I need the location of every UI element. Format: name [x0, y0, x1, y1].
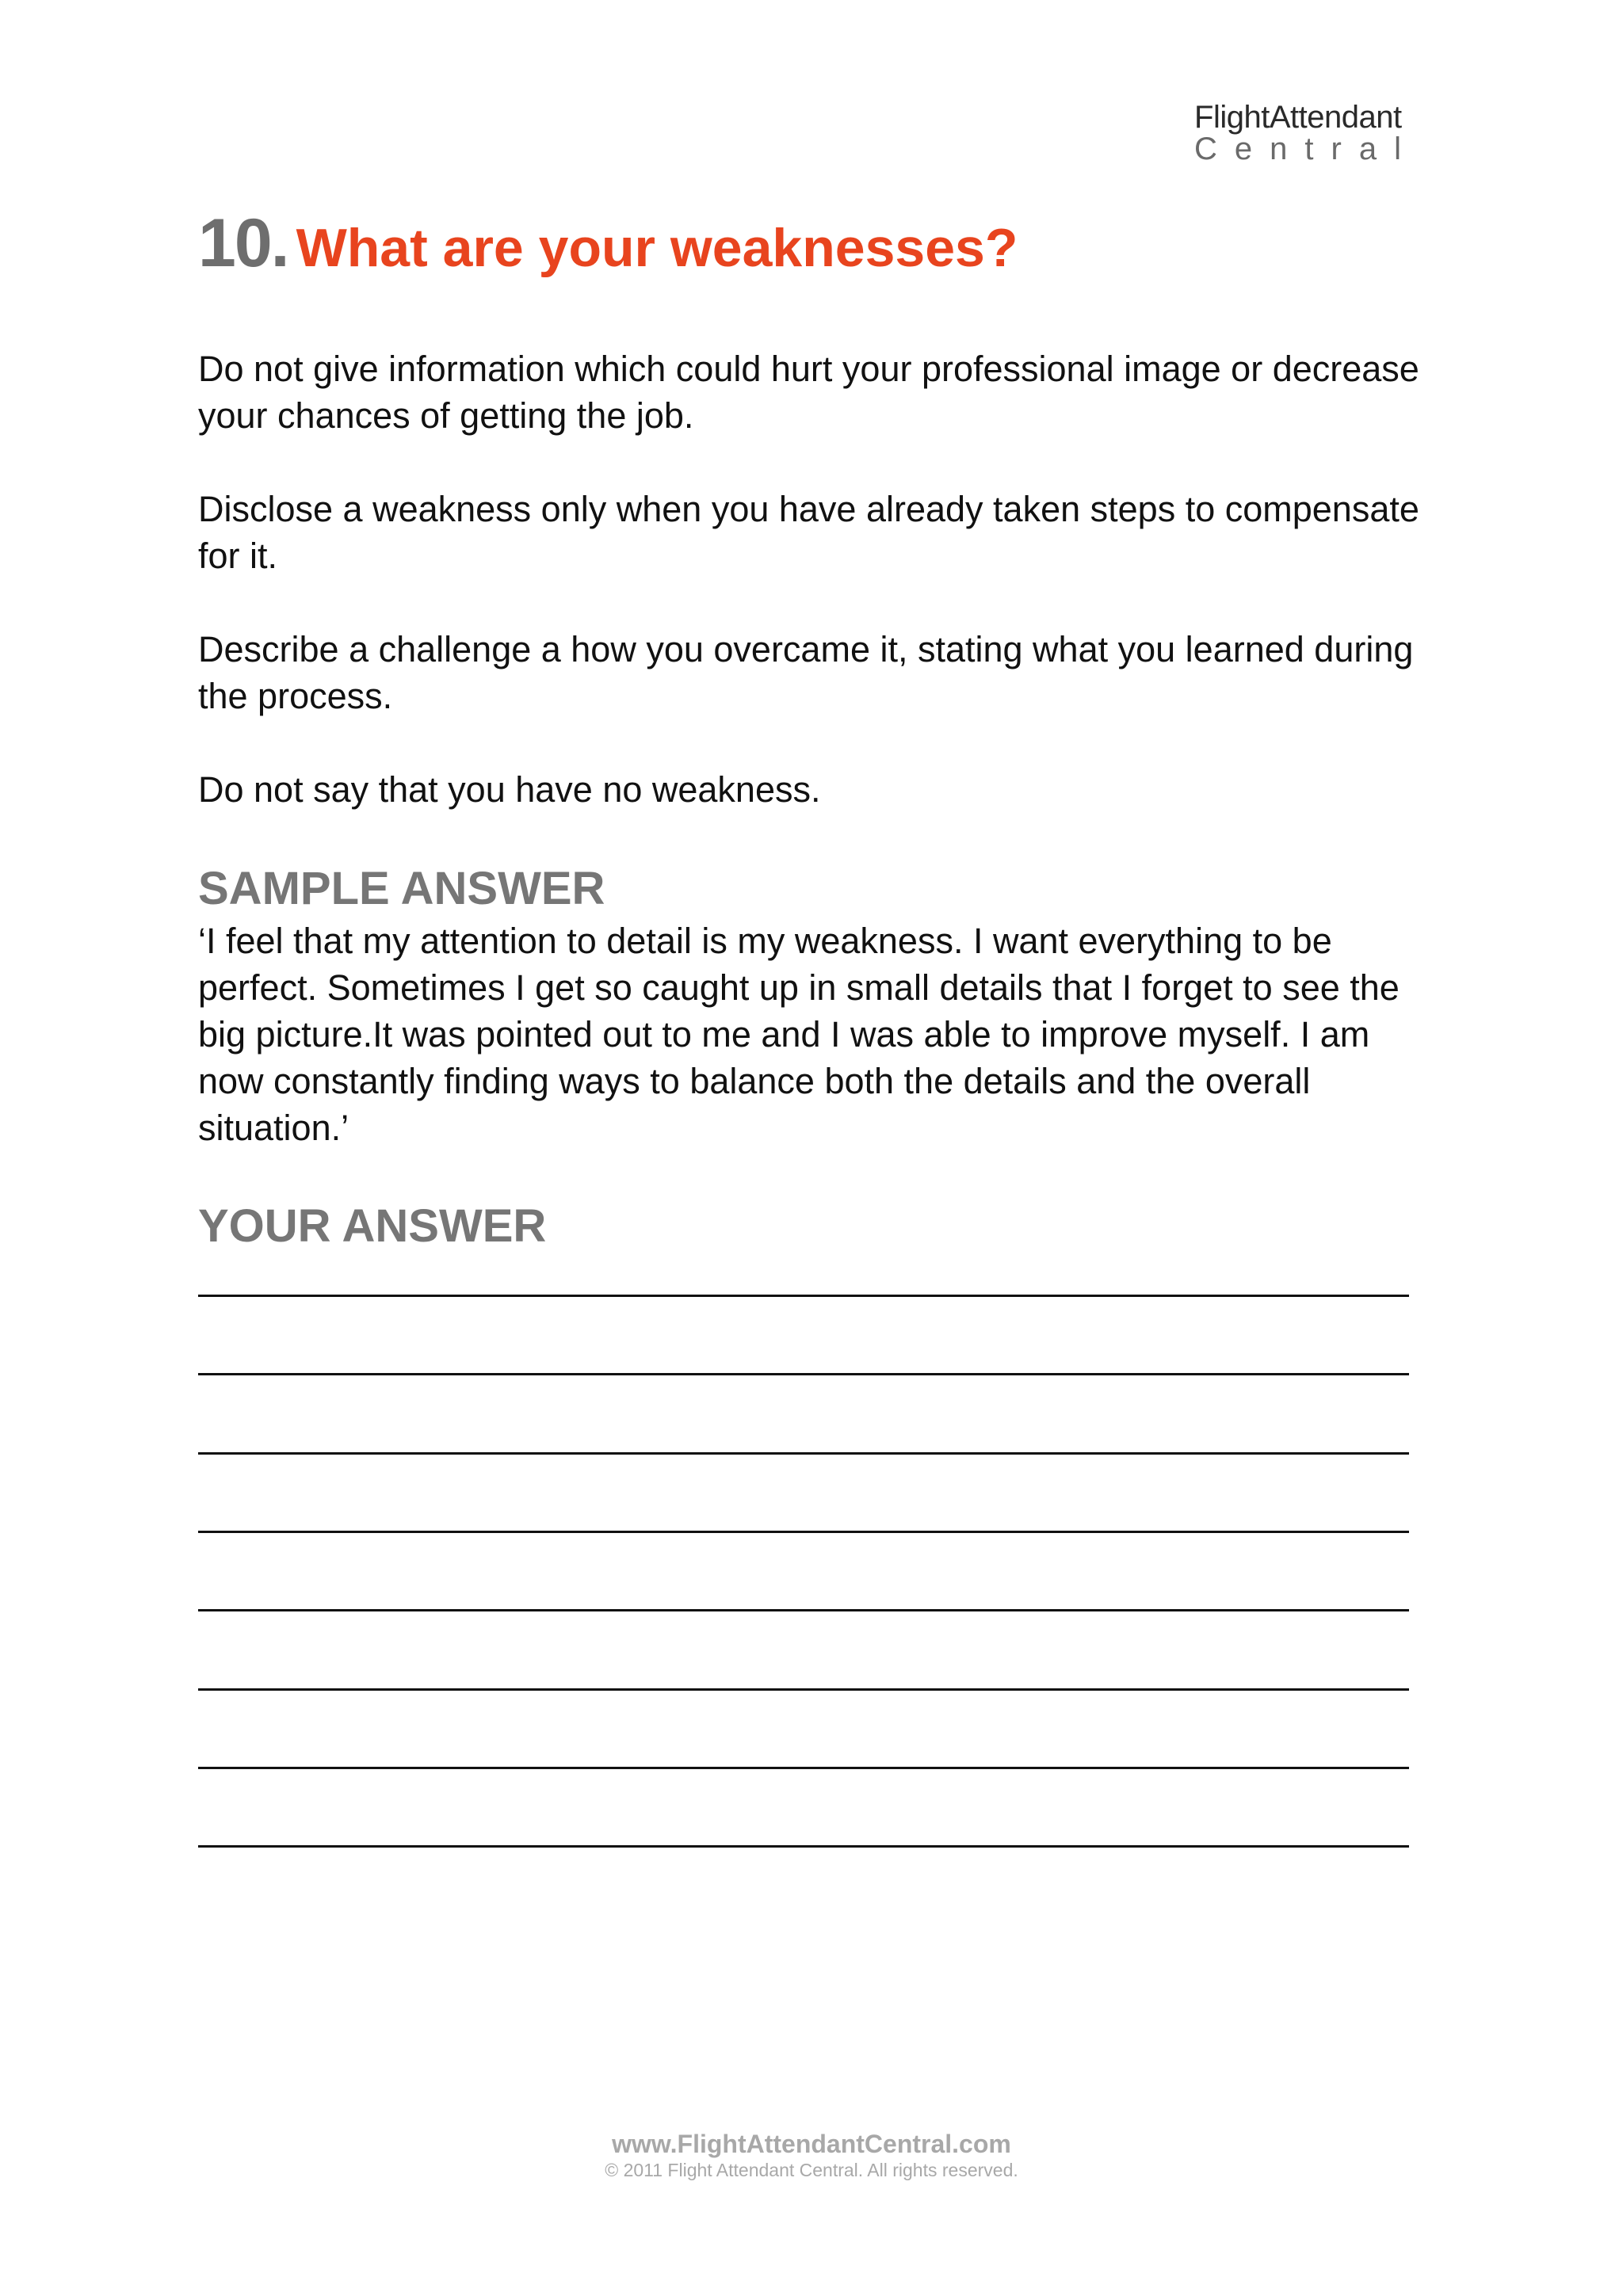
- answer-line[interactable]: [198, 1767, 1409, 1769]
- answer-line[interactable]: [198, 1373, 1409, 1375]
- sample-answer-heading: SAMPLE ANSWER: [198, 863, 605, 914]
- answer-line[interactable]: [198, 1531, 1409, 1533]
- answer-line[interactable]: [198, 1845, 1409, 1848]
- footer-url[interactable]: www.FlightAttendantCentral.com: [612, 2130, 1011, 2158]
- logo-line-flightattendant: FlightAttendant: [1194, 100, 1402, 135]
- guidance-text: [198, 345, 1434, 860]
- sample-answer-text: ‘I feel that my attention to detail is my weakness. I want everything to be perfect. Sometimes I get so caught up in small details that I forget to see the big picture.It was pointed out to me and I was able to improve myself. I am now constantly finding ways to balance both the details and the overall situation.’: [198, 921, 1400, 1148]
- page-title: [198, 204, 1018, 283]
- answer-line[interactable]: [198, 1609, 1409, 1611]
- question-text: What are your weaknesses?: [296, 218, 1018, 278]
- question-number: 10.: [198, 205, 288, 281]
- guidance-paragraph-2: Disclose a weakness only when you have already taken steps to compensate for it.: [198, 489, 1419, 576]
- your-answer-heading: YOUR ANSWER: [198, 1200, 547, 1252]
- answer-line[interactable]: [198, 1688, 1409, 1691]
- answer-line[interactable]: [198, 1295, 1409, 1297]
- answer-line[interactable]: [198, 1452, 1409, 1455]
- logo-line-central: Central: [1194, 132, 1419, 166]
- guidance-paragraph-1: Do not give information which could hurt your professional image or decrease your chances of getting the job.: [198, 349, 1419, 436]
- footer: [0, 2130, 1623, 2182]
- brand-logo: [1194, 101, 1419, 165]
- guidance-paragraph-4: Do not say that you have no weakness.: [198, 769, 821, 810]
- guidance-paragraph-3: Describe a challenge a how you overcame it, stating what you learned during the process.: [198, 629, 1414, 716]
- footer-copyright: © 2011 Flight Attendant Central. All rights reserved.: [605, 2160, 1018, 2180]
